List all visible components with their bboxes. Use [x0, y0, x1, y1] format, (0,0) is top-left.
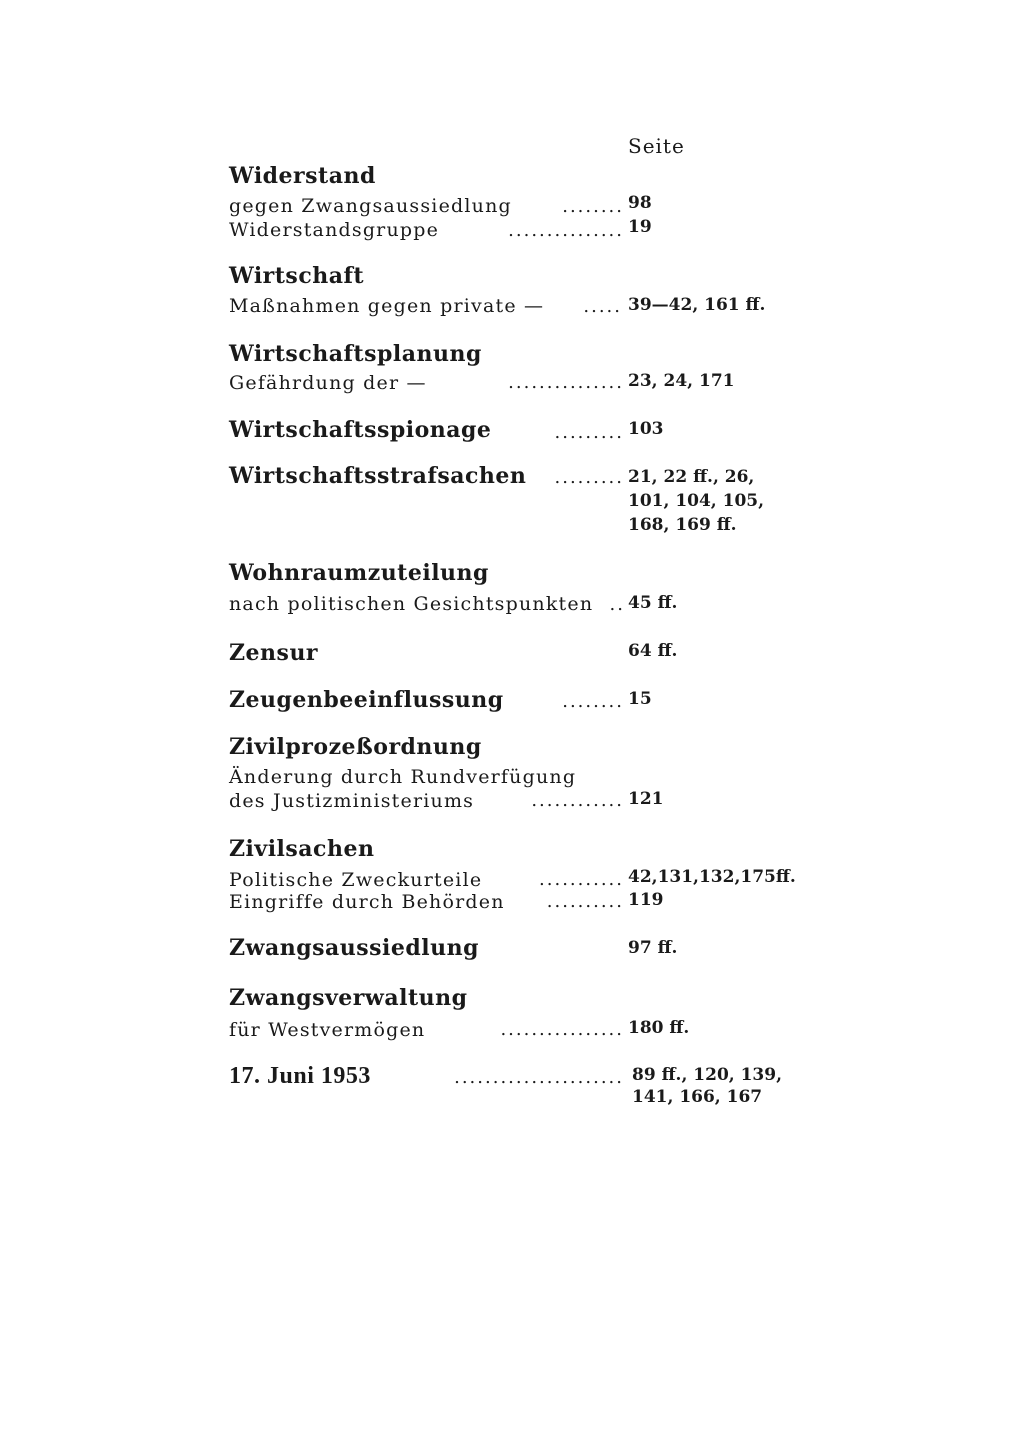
page-number: 42,131,132,175ff. — [628, 867, 796, 887]
page-number: 23, 24, 171 — [628, 371, 735, 391]
dot-leader: ................ — [500, 1019, 624, 1040]
index-heading: Wirtschaftsstrafsachen — [229, 463, 527, 489]
index-subentry: für Westvermögen — [229, 1019, 426, 1041]
index-subentry: Maßnahmen gegen private — — [229, 295, 545, 317]
page-number: 97 ff. — [628, 938, 678, 958]
dot-leader: ............... — [508, 372, 624, 393]
page-number: 89 ff., 120, 139, — [632, 1065, 783, 1085]
page-number: 98 — [628, 193, 652, 213]
page-number: 15 — [628, 689, 652, 709]
index-heading: Zivilprozeßordnung — [229, 734, 482, 760]
index-heading: Wirtschaft — [229, 263, 365, 289]
index-heading: Zwangsverwaltung — [229, 985, 468, 1011]
dot-leader: ..... — [583, 296, 622, 317]
index-subentry: gegen Zwangsaussiedlung — [229, 195, 512, 217]
index-subentry: nach politischen Gesichtspunkten — [229, 593, 594, 615]
index-subentry: Änderung durch Rundverfügung — [229, 766, 577, 788]
index-subentry: Gefährdung der — — [229, 372, 427, 394]
dot-leader: ........ — [562, 691, 624, 712]
index-heading: 17. Juni 1953 — [229, 1063, 371, 1089]
page-number: 64 ff. — [628, 641, 678, 661]
page-number: 103 — [628, 419, 664, 439]
dot-leader: ........ — [562, 196, 624, 217]
index-heading: Wirtschaftsplanung — [229, 341, 482, 367]
index-heading: Zwangsaussiedlung — [229, 935, 480, 961]
index-heading: Zensur — [229, 640, 319, 666]
index-heading: Wirtschaftsspionage — [229, 417, 492, 443]
dot-leader: ........... — [539, 869, 624, 890]
index-subentry: Politische Zweckurteile — [229, 869, 483, 891]
dot-leader: .. — [609, 594, 625, 615]
index-heading: Wohnraumzuteilung — [229, 560, 489, 586]
page-number: 21, 22 ff., 26, — [628, 467, 755, 487]
dot-leader: ............ — [531, 790, 624, 811]
page-number: 121 — [628, 789, 664, 809]
column-header-seite: Seite — [628, 134, 685, 158]
dot-leader: ......... — [554, 467, 624, 488]
index-heading: Widerstand — [229, 163, 376, 189]
index-heading: Zivilsachen — [229, 836, 375, 862]
page-number: 39—42, 161 ff. — [628, 295, 766, 315]
index-subentry: Widerstandsgruppe — [229, 219, 440, 241]
page-number: 119 — [628, 890, 664, 910]
dot-leader: .......... — [546, 891, 624, 912]
page-number: 45 ff. — [628, 593, 678, 613]
index-subentry: des Justizministeriums — [229, 790, 475, 812]
dot-leader: ...................... — [454, 1067, 624, 1088]
page-number: 180 ff. — [628, 1018, 690, 1038]
index-heading: Zeugenbeeinflussung — [229, 687, 504, 713]
dot-leader: ......... — [554, 422, 624, 443]
index-subentry: Eingriffe durch Behörden — [229, 891, 505, 913]
page-number: 19 — [628, 217, 652, 237]
page-number: 141, 166, 167 — [632, 1087, 763, 1107]
dot-leader: ............... — [508, 220, 624, 241]
page-number: 168, 169 ff. — [628, 515, 737, 535]
page-number: 101, 104, 105, — [628, 491, 765, 511]
